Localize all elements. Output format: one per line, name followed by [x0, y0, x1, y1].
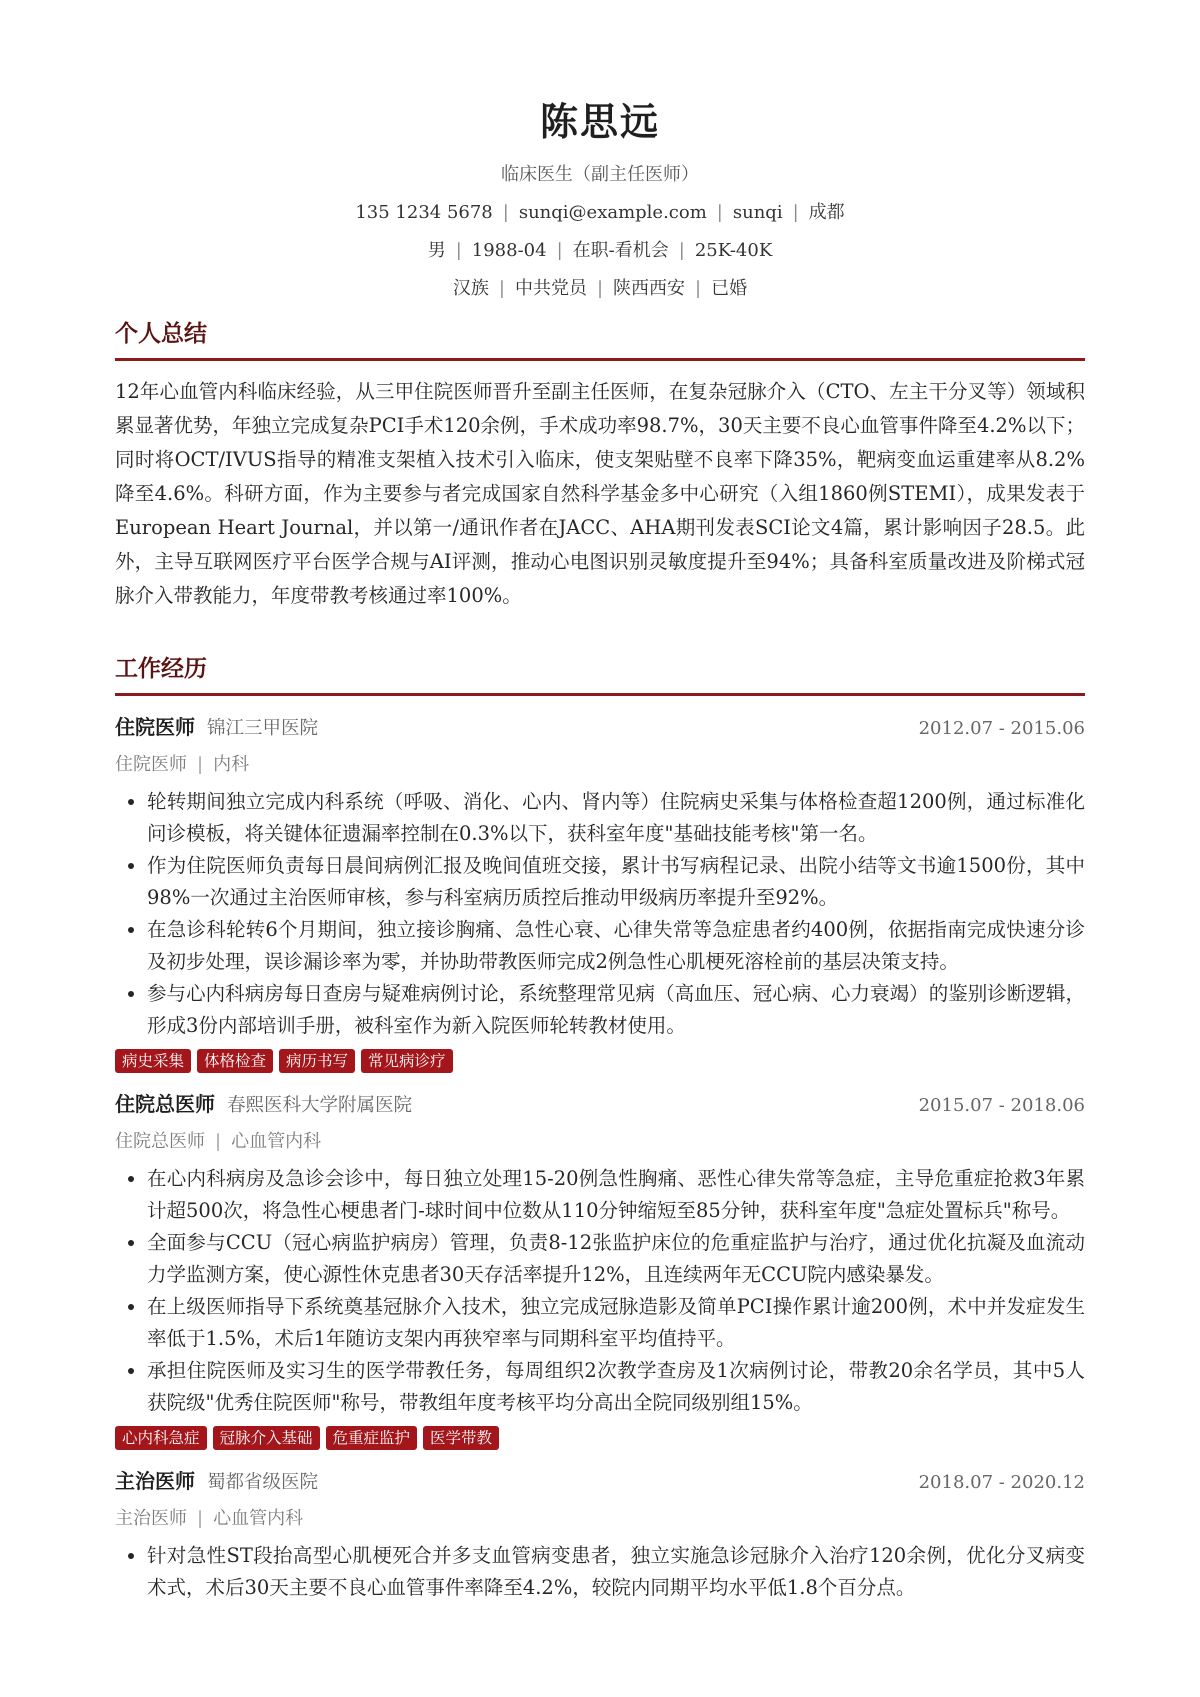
contact-line — [115, 198, 1085, 228]
job-bullet: • 承担住院医师及实习生的医学带教任务，每周组织2次教学查房及1次病例讨论，带教20余名学员，其中5人获院级"优秀住院医师"称号，带教组年度考核平均分高出全院同级别组15%。 — [147, 1355, 1085, 1419]
job-bullet: • 轮转期间独立完成内科系统（呼吸、消化、心内、肾内等）住院病史采集与体格检查超1200例，通过标准化问诊模板，将关键体征遗漏率控制在0.3%以下，获科室年度"基础技能考核"第一名。 — [147, 786, 1085, 850]
skill-tag: 心内科急症 — [115, 1426, 207, 1450]
skill-tag: 常见病诊疗 — [361, 1049, 453, 1073]
summary-heading: 个人总结 — [115, 320, 207, 347]
separator: | — [596, 278, 604, 299]
separator: | — [498, 278, 505, 299]
birth-date: 1988-04 — [471, 240, 547, 261]
marital-status: 已婚 — [711, 278, 748, 299]
separator: | — [197, 754, 204, 775]
job-date-range: 2018.07 - 2020.12 — [918, 1472, 1085, 1493]
phone-number: 135 1234 5678 — [355, 202, 493, 223]
job-department: 心血管内科 — [231, 1131, 322, 1152]
separator: | — [556, 240, 563, 261]
job-date-range: 2015.07 - 2018.06 — [918, 1095, 1085, 1116]
basic-info-line — [115, 236, 1085, 266]
separator: | — [215, 1131, 222, 1152]
job-bullet-list — [115, 786, 1085, 1042]
skill-tags — [115, 1426, 1085, 1450]
gender: 男 — [427, 240, 446, 261]
job-organization: 锦江三甲医院 — [207, 718, 319, 739]
work-heading: 工作经历 — [115, 655, 207, 682]
expected-salary: 25K-40K — [694, 240, 773, 261]
job-role-line — [115, 1504, 1085, 1534]
city: 成都 — [808, 202, 845, 223]
extra-info-line — [115, 274, 1085, 304]
job-title: 主治医师 — [115, 1469, 195, 1493]
job-title: 住院医师 — [115, 715, 195, 739]
job-header — [115, 710, 1085, 746]
job-entry — [115, 710, 1085, 1073]
job-role-line — [115, 750, 1085, 780]
separator: | — [695, 278, 702, 299]
separator: | — [455, 240, 462, 261]
email-address: sunqi@example.com — [518, 202, 707, 223]
wechat-id: sunqi — [732, 202, 783, 223]
ethnicity: 汉族 — [452, 278, 489, 299]
job-bullet: • 针对急性ST段抬高型心肌梗死合并多支血管病变患者，独立实施急诊冠脉介入治疗120余例，优化分叉病变术式，术后30天主要不良心血管事件率降至4.2%，较院内同期平均水平低1.8个百分点。 — [147, 1540, 1085, 1604]
job-role: 住院医师 — [115, 754, 187, 775]
candidate-name: 陈思远 — [539, 99, 660, 144]
job-title: 住院总医师 — [115, 1092, 215, 1116]
skill-tag: 医学带教 — [423, 1426, 499, 1450]
skill-tag: 危重症监护 — [326, 1426, 418, 1450]
separator: | — [678, 240, 685, 261]
summary-section-header — [115, 318, 1085, 361]
separator: | — [716, 202, 723, 223]
separator: | — [502, 202, 509, 223]
skill-tags — [115, 1049, 1085, 1073]
skill-tag: 病史采集 — [115, 1049, 191, 1073]
job-role: 住院总医师 — [115, 1131, 205, 1152]
job-header — [115, 1464, 1085, 1500]
job-bullet: • 在心内科病房及急诊会诊中，每日独立处理15-20例急性胸痛、恶性心律失常等急症，主导危重症抢救3年累计超500次，将急性心梗患者门-球时间中位数从110分钟缩短至85分钟，获科室年度"急症处置标兵"称号。 — [147, 1163, 1085, 1227]
job-bullet: • 参与心内科病房每日查房与疑难病例讨论，系统整理常见病（高血压、冠心病、心力衰竭）的鉴别诊断逻辑，形成3份内部培训手册，被科室作为新入院医师轮转教材使用。 — [147, 978, 1085, 1042]
job-entry — [115, 1464, 1085, 1604]
job-role-line — [115, 1127, 1085, 1157]
job-bullet-list — [115, 1163, 1085, 1419]
job-organization: 春熙医科大学附属医院 — [227, 1095, 413, 1116]
political-status: 中共党员 — [514, 278, 587, 299]
job-department: 内科 — [213, 754, 250, 775]
skill-tag: 病历书写 — [279, 1049, 355, 1073]
job-organization: 蜀都省级医院 — [207, 1472, 319, 1493]
skill-tag: 体格检查 — [197, 1049, 273, 1073]
job-department: 心血管内科 — [213, 1508, 304, 1529]
separator: | — [792, 202, 799, 223]
separator: | — [197, 1508, 204, 1529]
job-bullet-list — [115, 1540, 1085, 1604]
hometown: 陕西西安 — [613, 278, 686, 299]
job-date-range: 2012.07 - 2015.06 — [918, 718, 1085, 739]
summary-text: 12年心血管内科临床经验，从三甲住院医师晋升至副主任医师，在复杂冠脉介入（CTO、左主干分叉等）领域积累显著优势，年独立完成复杂PCI手术120余例，手术成功率98.7%，30天主要不良心血管事件降至4.2%以下；同时将OCT/IVUS指导的精准支架植入技术引入临床，使支架贴壁不良率下降35%，靶病变血运重建率从8.2%降至4.6%。科研方面，作为主要参与者完成国家自然科学基金多中心研究（入组1860例STEMI），成果发表于European Heart Journal，并以第一/通讯作者在JACC、AHA期刊发表SCI论文4篇，累计影响因子28.5。此外，主导互联网医疗平台医学合规与AI评测，推动心电图识别灵敏度提升至94%；具备科室质量改进及阶梯式冠脉介入带教能力，年度带教考核通过率100%。 — [115, 380, 1085, 607]
job-bullet: • 全面参与CCU（冠心病监护病房）管理，负责8-12张监护床位的危重症监护与治疗，通过优化抗凝及血流动力学监测方案，使心源性休克患者30天存活率提升12%，且连续两年无CCU院内感染暴发。 — [147, 1227, 1085, 1291]
work-section-header — [115, 653, 1085, 696]
job-bullet: • 作为住院医师负责每日晨间病例汇报及晚间值班交接，累计书写病程记录、出院小结等文书逾1500份，其中98%一次通过主治医师审核，参与科室病历质控后推动甲级病历率提升至92%。 — [147, 850, 1085, 914]
job-bullet: • 在急诊科轮转6个月期间，独立接诊胸痛、急性心衰、心律失常等急症患者约400例，依据指南完成快速分诊及初步处理，误诊漏诊率为零，并协助带教医师完成2例急性心肌梗死溶栓前的基层决策支持。 — [147, 914, 1085, 978]
job-header — [115, 1087, 1085, 1123]
resume-page — [115, 0, 1085, 1604]
job-bullet: • 在上级医师指导下系统奠基冠脉介入技术，独立完成冠脉造影及简单PCI操作累计逾200例，术中并发症发生率低于1.5%，术后1年随访支架内再狭窄率与同期科室平均值持平。 — [147, 1291, 1085, 1355]
job-entry — [115, 1087, 1085, 1450]
job-status: 在职-看机会 — [572, 240, 669, 261]
candidate-title: 临床医生（副主任医师） — [501, 164, 699, 185]
job-role: 主治医师 — [115, 1508, 187, 1529]
skill-tag: 冠脉介入基础 — [213, 1426, 320, 1450]
